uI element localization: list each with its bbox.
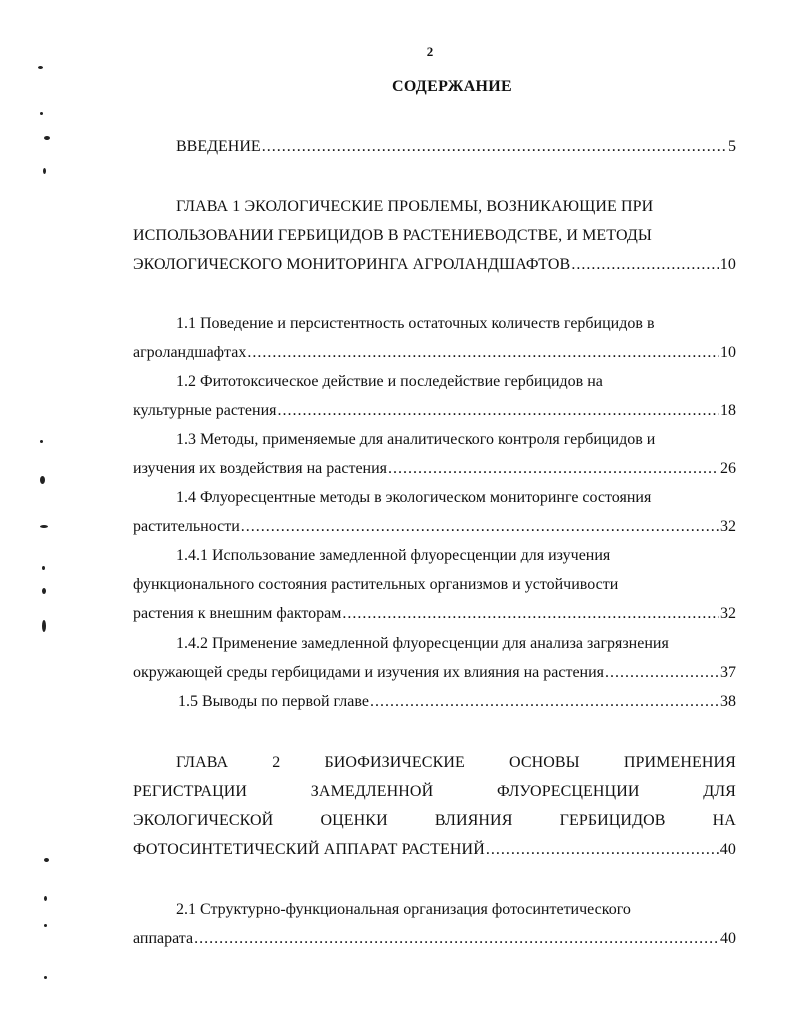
scan-speck: [43, 168, 46, 174]
scan-speck: [44, 976, 47, 979]
scan-speck: [42, 566, 45, 570]
toc-entry-intro: [133, 136, 736, 158]
leader-dots: [486, 839, 719, 861]
toc-1-4-1-line1: 1.4.1 Использование замедленной флуоресценции для изучения: [176, 547, 611, 564]
leader-dots: [605, 662, 719, 684]
leader-dots: [241, 516, 719, 538]
scan-speck: [42, 620, 46, 632]
leader-dots: [571, 254, 718, 276]
leader-dots: [370, 691, 719, 713]
toc-1-5: 1.5 Выводы по первой главе ..... 38: [133, 691, 736, 713]
toc-1-4-1-line2: функционального состояния растительных организмов и устойчивости: [133, 576, 619, 593]
toc-1-4-line2: растительности ..... 32: [133, 516, 736, 538]
leader-dots: [342, 603, 719, 625]
toc-1-4-2-line2: окружающей среды гербицидами и изучения их влияния на растения ..... 37: [133, 662, 736, 684]
leader-dots: [262, 136, 727, 158]
toc-1-2-line2: культурные растения ..... 18: [133, 400, 736, 422]
scan-speck: [44, 858, 49, 862]
toc-intro-label: ВВЕДЕНИЕ: [176, 138, 261, 155]
toc-1-4-line1: 1.4 Флуоресцентные методы в экологическом мониторинге состояния: [176, 489, 652, 506]
toc-1-1-line1: 1.1 Поведение и персистентность остаточных количеств гербицидов в: [176, 315, 655, 332]
scan-speck: [38, 66, 43, 69]
toc-chapter1-line1: ГЛАВА 1 ЭКОЛОГИЧЕСКИЕ ПРОБЛЕМЫ, ВОЗНИКАЮЩИЕ ПРИ: [176, 198, 654, 215]
toc-chapter2-line1: ГЛАВА 2 БИОФИЗИЧЕСКИЕ ОСНОВЫ ПРИМЕНЕНИЯ: [176, 754, 736, 771]
leader-dots: [388, 458, 719, 480]
page-title: СОДЕРЖАНИЕ: [391, 78, 513, 95]
toc-chapter2-line4: ФОТОСИНТЕТИЧЕСКИЙ АППАРАТ РАСТЕНИЙ ..... 40: [133, 839, 736, 861]
toc-1-1-line2: агроландшафтах ..... 10: [133, 342, 736, 364]
toc-1-2-line1: 1.2 Фитотоксическое действие и последействие гербицидов на: [176, 373, 603, 390]
toc-1-4-2-line1: 1.4.2 Применение замедленной флуоресценции для анализа загрязнения: [176, 635, 669, 652]
leader-dots: [247, 342, 719, 364]
scan-speck: [40, 440, 43, 443]
page-number: 2: [426, 44, 434, 59]
toc-2-1-line1: 2.1 Структурно-функциональная организация фотосинтетического: [176, 901, 631, 918]
toc-chapter1-line3: ЭКОЛОГИЧЕСКОГО МОНИТОРИНГА АГРОЛАНДШАФТОВ ..... 10: [133, 254, 736, 276]
leader-dots: [194, 928, 719, 950]
toc-chapter2-line2: РЕГИСТРАЦИИ ЗАМЕДЛЕННОЙ ФЛУОРЕСЦЕНЦИИ ДЛЯ: [133, 783, 736, 800]
toc-chapter2-line3: ЭКОЛОГИЧЕСКОЙ ОЦЕНКИ ВЛИЯНИЯ ГЕРБИЦИДОВ НА: [133, 812, 736, 829]
toc-2-1-line2: аппарата ..... 40: [133, 928, 736, 950]
scan-speck: [42, 588, 46, 594]
toc-intro-page: 5: [728, 138, 736, 155]
scan-speck: [44, 924, 47, 927]
toc-1-3-line1: 1.3 Методы, применяемые для аналитического контроля гербицидов и: [176, 431, 656, 448]
toc-1-3-line2: изучения их воздействия на растения ..... 26: [133, 458, 736, 480]
toc-chapter1-line2: ИСПОЛЬЗОВАНИИ ГЕРБИЦИДОВ В РАСТЕНИЕВОДСТВЕ, И МЕТОДЫ: [133, 227, 652, 244]
scan-speck: [40, 112, 43, 115]
scan-speck: [40, 525, 48, 528]
scan-speck: [44, 896, 47, 901]
leader-dots: [278, 400, 720, 422]
scan-speck: [44, 136, 50, 140]
toc-1-4-1-line3: растения к внешним факторам ..... 32: [133, 603, 736, 625]
scan-speck: [40, 476, 45, 484]
